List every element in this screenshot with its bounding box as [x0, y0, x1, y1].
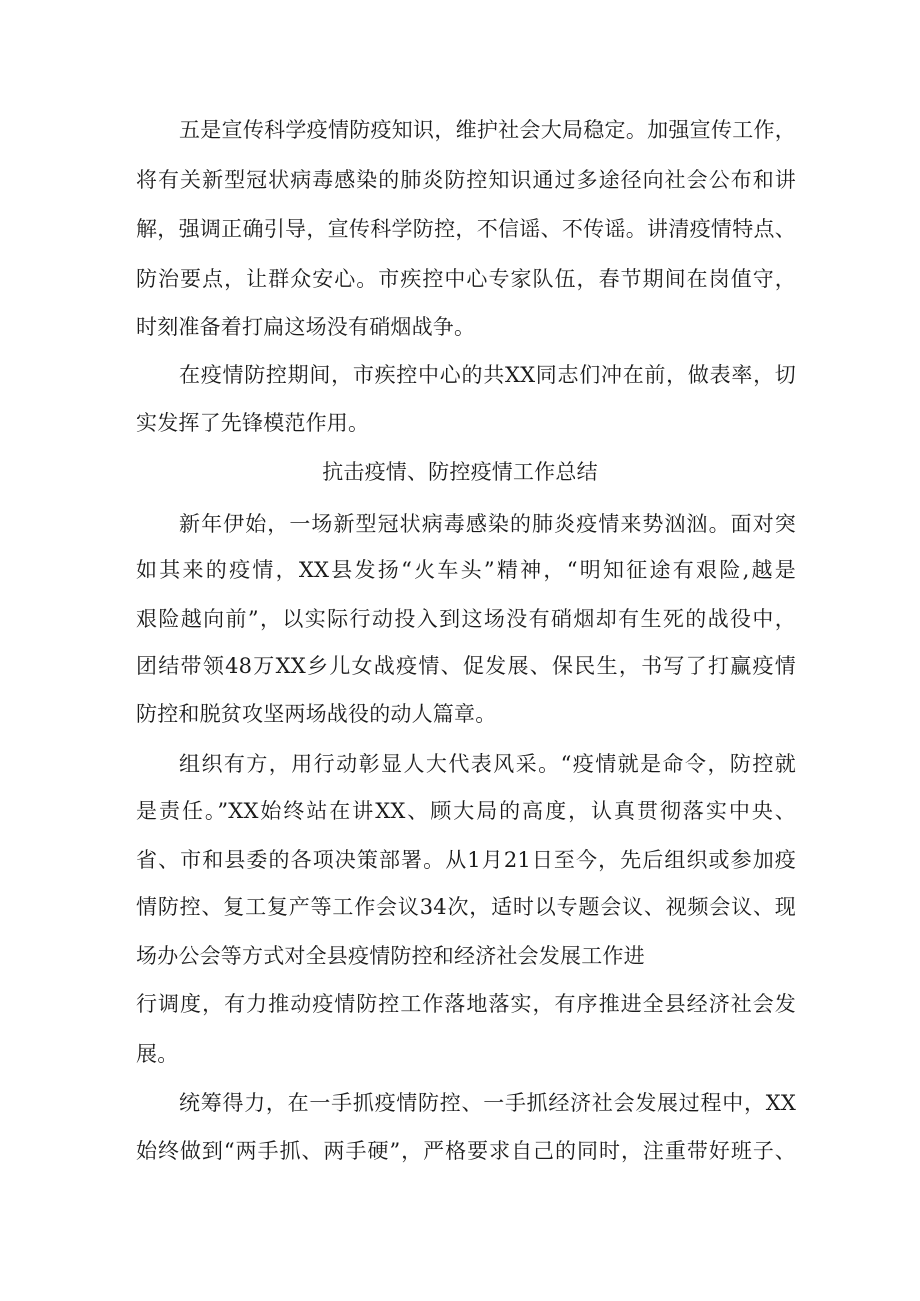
paragraph-line: 场办公会等方式对全县疫情防控和经济社会发展工作进 [136, 944, 645, 968]
paragraph-line: 情防控、复工复产等工作会议34次，适时以专题会议、视频会议、现 [136, 895, 796, 919]
paragraph-line: 统筹得力，在一手抓疫情防控、一手抓经济社会发展过程中，XX [179, 1091, 796, 1115]
paragraph-line: 防治要点，让群众安心。市疾控中心专家队伍，春节期间在岗值守， [136, 267, 796, 291]
paragraph-line: 防控和脱贫攻坚两场战役的动人篇章。 [136, 702, 497, 726]
paragraph-line: 实发挥了先锋模范作用。 [136, 411, 370, 435]
paragraph-line: 时刻准备着打扁这场没有硝烟战争。 [136, 315, 476, 339]
paragraph-line: 团结带领48万XX乡儿女战疫情、促发展、保民生，书写了打赢疫情 [136, 654, 796, 678]
section-heading: 抗击疫情、防控疫情工作总结 [322, 460, 598, 484]
paragraph-line: 解，强调正确引导，宣传科学防控，不信谣、不传谣。讲清疫情特点、 [136, 217, 796, 241]
paragraph-line: 五是宣传科学疫情防疫知识，维护社会大局稳定。加强宣传工作， [179, 118, 796, 142]
paragraph-line: 新年伊始，一场新型冠状病毒感染的肺炎疫情来势汹汹。面对突 [179, 512, 796, 536]
paragraph-line: 在疫情防控期间，市疾控中心的共XX同志们冲在前，做表率，切 [179, 363, 796, 387]
paragraph-line: 将有关新型冠状病毒感染的肺炎防控知识通过多途径向社会公布和讲 [136, 168, 796, 192]
paragraph-line: 始终做到“两手抓、两手硬”，严格要求自己的同时，注重带好班子、 [136, 1139, 796, 1163]
paragraph-line: 如其来的疫情，XX县发扬“火车头”精神，“明知征途有艰险,越是 [136, 558, 796, 582]
paragraph-line: 行调度，有力推动疫情防控工作落地落实，有序推进全县经济社会发 [136, 992, 796, 1016]
paragraph-line: 展。 [136, 1042, 179, 1066]
paragraph-line: 省、市和县委的各项决策部署。从1月21日至今，先后组织或参加疫 [136, 848, 796, 872]
paragraph-line: 组织有方，用行动彰显人大代表风采。“疫情就是命令，防控就 [179, 752, 796, 776]
paragraph-line: 艰险越向前”，以实际行动投入到这场没有硝烟却有生死的战役中， [136, 607, 796, 631]
paragraph-line: 是责任。”XX始终站在讲XX、顾大局的高度，认真贯彻落实中央、 [136, 799, 796, 823]
